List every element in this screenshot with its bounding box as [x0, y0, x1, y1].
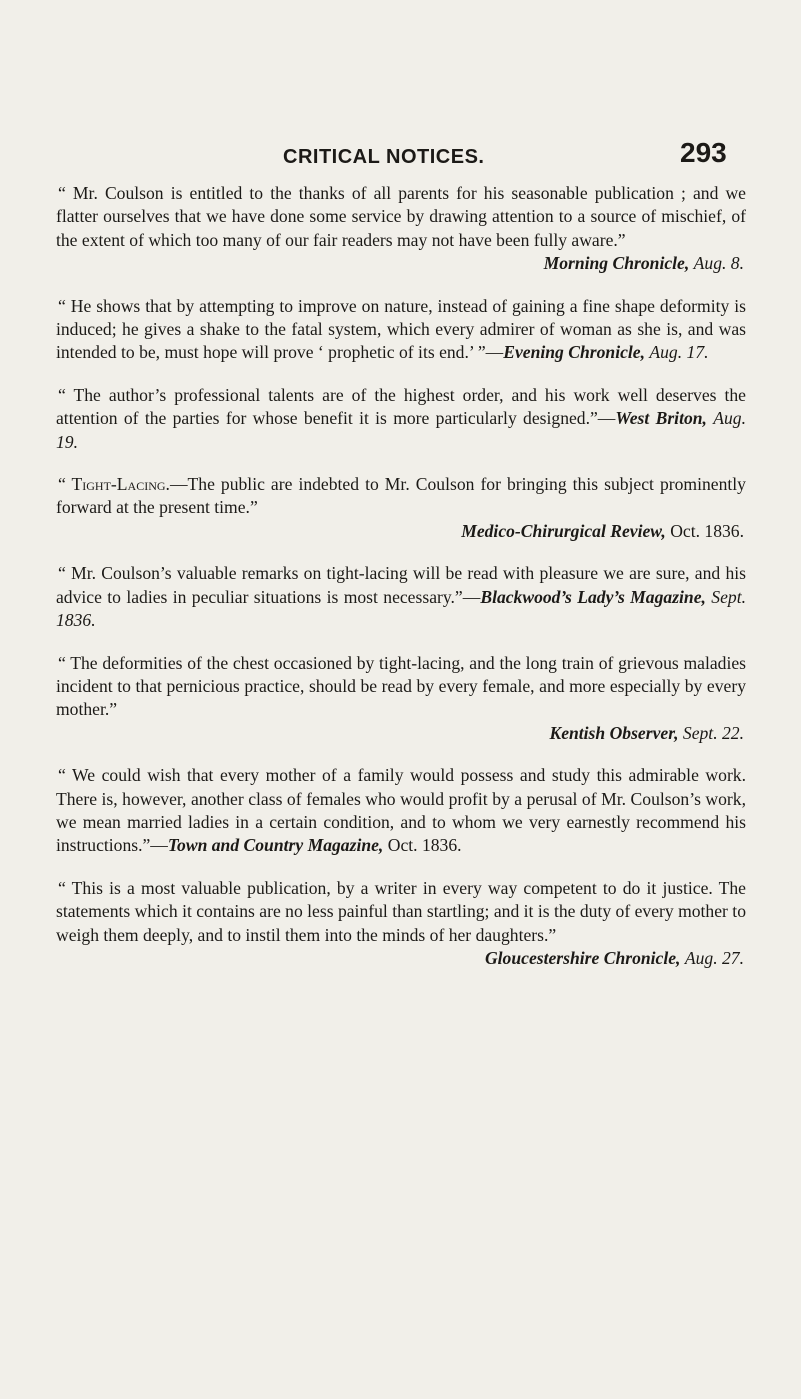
notice-paragraph	[56, 295, 746, 365]
notices-body	[56, 182, 746, 989]
notice-source-line	[56, 252, 746, 275]
notice-date: Sept. 22.	[682, 722, 744, 743]
notice-source: Medico-Chirurgical Review,	[461, 520, 666, 541]
notice-paragraph	[56, 384, 746, 454]
running-head	[0, 137, 801, 177]
notice-quote: “ The deformities of the chest occasioned by tight-lacing, and the long train of grievous maladies incident to that pernicious practice, should be read by every female, and more especially by every mother.”	[56, 652, 746, 720]
notice-date: Aug. 19.	[56, 408, 746, 452]
notice-source: Kentish Observer,	[549, 722, 679, 743]
notice-town-and-country	[56, 764, 746, 858]
running-title: CRITICAL NOTICES.	[283, 146, 485, 168]
notice-date: Oct. 1836.	[387, 835, 462, 856]
notice-medico-chirurgical	[56, 473, 746, 543]
notice-source-line	[56, 520, 746, 543]
notice-west-briton	[56, 384, 746, 454]
notice-quote: “ He shows that by attempting to improve on nature, instead of gaining a fine shape deformity is induced; he gives a shake to the fatal system, which every admirer of woman as she is, and was intended to be, must hope will prove ‘ prophetic of its end.’ ”—	[56, 295, 746, 363]
notice-date: Sept. 1836.	[56, 586, 746, 631]
notice-source: Evening Chronicle,	[503, 342, 645, 363]
notice-paragraph	[56, 764, 746, 858]
notice-source: Gloucestershire Chronicle,	[484, 947, 681, 968]
notice-quote: —The public are indebted to Mr. Coulson for bringing this subject prominently forward at the present time.”	[56, 474, 746, 518]
notice-evening-chronicle	[56, 295, 746, 365]
notice-kentish-observer	[56, 652, 746, 746]
notice-quote: “ The author’s professional talents are of the highest order, and his work well deserves the attention of the parties for whose benefit it is more particularly designed.”—	[56, 384, 746, 429]
notice-date: Aug. 27.	[684, 947, 744, 968]
notice-source: West Briton,	[615, 408, 707, 429]
notice-date: Oct. 1836.	[670, 520, 744, 541]
notice-date: Aug. 8.	[693, 253, 744, 274]
notice-paragraph	[56, 562, 746, 632]
notice-paragraph	[56, 473, 746, 520]
notice-source: Morning Chronicle,	[543, 253, 690, 274]
notice-source: Town and Country Magazine,	[167, 835, 384, 856]
notice-morning-chronicle	[56, 182, 746, 276]
notice-blackwoods	[56, 562, 746, 632]
notice-quote: “ Mr. Coulson is entitled to the thanks of all parents for his seasonable publication ; and we flatter ourselves that we have done some service by drawing attention to a source of mischief, of the extent of which too many of our fair readers may not have been fully aware.”	[56, 183, 746, 250]
notice-source: Blackwood’s Lady’s Magazine,	[480, 586, 706, 607]
notice-lead: “ Tight-Lacing.	[58, 474, 170, 495]
notice-source-line	[56, 722, 746, 745]
notice-quote: “ Mr. Coulson’s valuable remarks on tight-lacing will be read with pleasure we are sure, and his advice to ladies in peculiar situations is most necessary.”—	[56, 563, 746, 607]
page-number: 293	[680, 137, 727, 168]
notice-source-line	[56, 947, 746, 970]
notice-quote: “ This is a most valuable publication, by a writer in every way competent to do it justice. The statements which it contains are no less painful than startling; and it is the duty of every mother to weigh them deeply, and to instil them into the minds of her daughters.”	[56, 877, 746, 945]
notice-gloucestershire	[56, 877, 746, 971]
notice-quote: “ We could wish that every mother of a family would possess and study this admirable work. There is, however, another class of females who would profit by a perusal of Mr. Coulson’s work, we mean married ladies in a certain condition, and to whom we very earnestly recommend his instructions.”—	[56, 765, 746, 856]
notice-date: Aug. 17.	[649, 342, 709, 363]
